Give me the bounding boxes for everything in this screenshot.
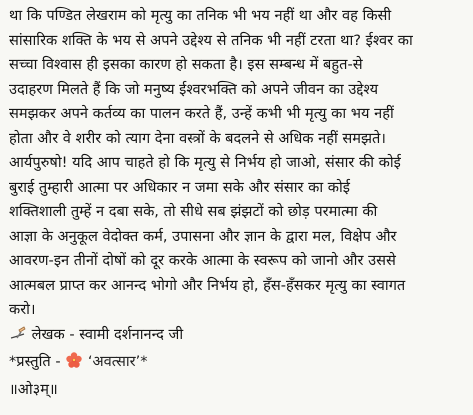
body-line: होता और वे शरीर को त्याग देना वस्त्रों के बदलने से अधिक नहीं समझते। (9, 129, 386, 147)
body-line: सच्चा विश्वास ही इसका कारण हो सकता है। इस सम्बन्ध में बहुत-से (9, 56, 363, 73)
writing-hand-icon (9, 324, 27, 351)
body-line: था कि पण्डित लेखराम को मृत्यु का तनिक भी भय नहीं था और वह किसी (9, 7, 392, 24)
presented-label: *प्रस्तुति - (9, 353, 61, 370)
body-line: आत्मबल प्राप्त कर आनन्द भोगो और निर्भय हो, हँस-हँसकर मृत्यु का स्वागत (9, 276, 406, 294)
presented-line (9, 350, 465, 378)
body-line: समझकर अपने कर्तव्य का पालन करते हैं, उन्हें कभी भी मृत्यु का भय नहीं (9, 105, 394, 122)
author-line (9, 323, 465, 351)
author-text: लेखक - स्वामी दर्शनानन्द जी (31, 325, 184, 343)
body-line: आर्यपुरुषो! यदि आप चाहते हो कि मृत्यु से निर्भय हो जाओ, संसार की कोई (9, 154, 401, 171)
body-line: उदाहरण मिलते हैं कि जो मनुष्य ईश्वरभक्ति को अपने जीवन का उद्देश्य (9, 80, 379, 98)
hibiscus-flower-icon (65, 351, 83, 378)
body-line: सांसारिक शक्ति के भय से अपने उद्देश्य से तनिक भी नहीं टरता था? ईश्वर का (9, 31, 413, 49)
body-line: आवरण-इन तीनों दोषों को दूर करके आत्मा के स्वरूप को जानो और उससे (9, 252, 396, 269)
body-line: आज्ञा के अनुकूल वेदोक्त कर्म, उपासना और ज्ञान के द्वारा मल, विक्षेप और (9, 227, 397, 245)
body-line: बुराई तुम्हारी आत्मा पर अधिकार न जमा सके और संसार का कोई (9, 178, 350, 196)
body-line: शक्तिशाली तुम्हें न दबा सके, तो सीधे सब झंझटों को छोड़ परमात्मा की (9, 203, 378, 220)
article-body (9, 4, 465, 323)
body-line: करो। (9, 301, 36, 318)
closing-line: ॥ओ३म्॥ (9, 380, 58, 398)
presented-name: ‘अवत्सार’* (87, 353, 148, 370)
